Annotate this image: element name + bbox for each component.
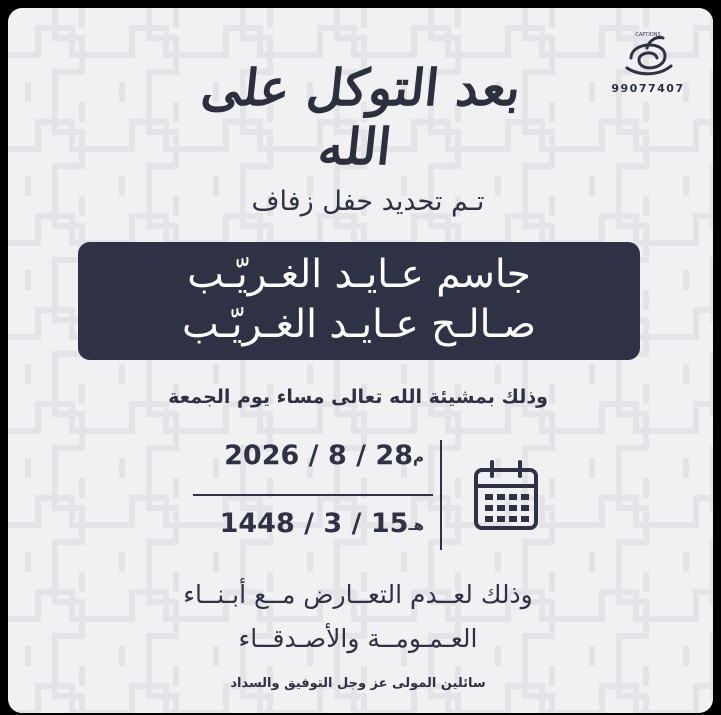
closing-line-1: وذلك لعــدم التعــارض مــع أبـنــاء	[183, 580, 533, 609]
invitation-card	[8, 8, 713, 713]
date-divider-horizontal	[193, 494, 433, 496]
names-banner	[78, 242, 640, 360]
gregorian-suffix: م	[413, 447, 424, 466]
groom-name-2: صـالـح عـايـد الغـريّـب	[181, 302, 537, 347]
brand-logo	[605, 28, 691, 95]
brand-text: CAPTIONS	[635, 32, 661, 38]
hijri-suffix: هـ	[408, 515, 424, 534]
announcement-subtitle: تـم تحديد حفل زفاف	[251, 186, 485, 217]
closing-line-2: العـمـومــة والأصـدقــاء	[238, 624, 478, 653]
gregorian-date-value: 28 / 8 / 2026	[224, 440, 413, 471]
hijri-date-value: 15 / 3 / 1448	[219, 508, 409, 539]
footer-prayer: سائلين المولى عز وجل التوفيق والسداد	[230, 676, 486, 691]
timing-text: وذلك بمشيئة الله تعالى مساء يوم الجمعة	[168, 386, 548, 408]
date-divider-vertical	[440, 440, 442, 550]
calligraphy-heading: بعد التوكل على الله	[198, 58, 524, 176]
rose-logo-icon	[619, 28, 677, 80]
brand-phone-number: 99077407	[611, 82, 685, 95]
hijri-date	[198, 508, 428, 539]
groom-name-1: جاسم عـايـد الغـريّـب	[187, 252, 531, 297]
calendar-icon	[470, 458, 542, 534]
gregorian-date	[198, 440, 428, 471]
